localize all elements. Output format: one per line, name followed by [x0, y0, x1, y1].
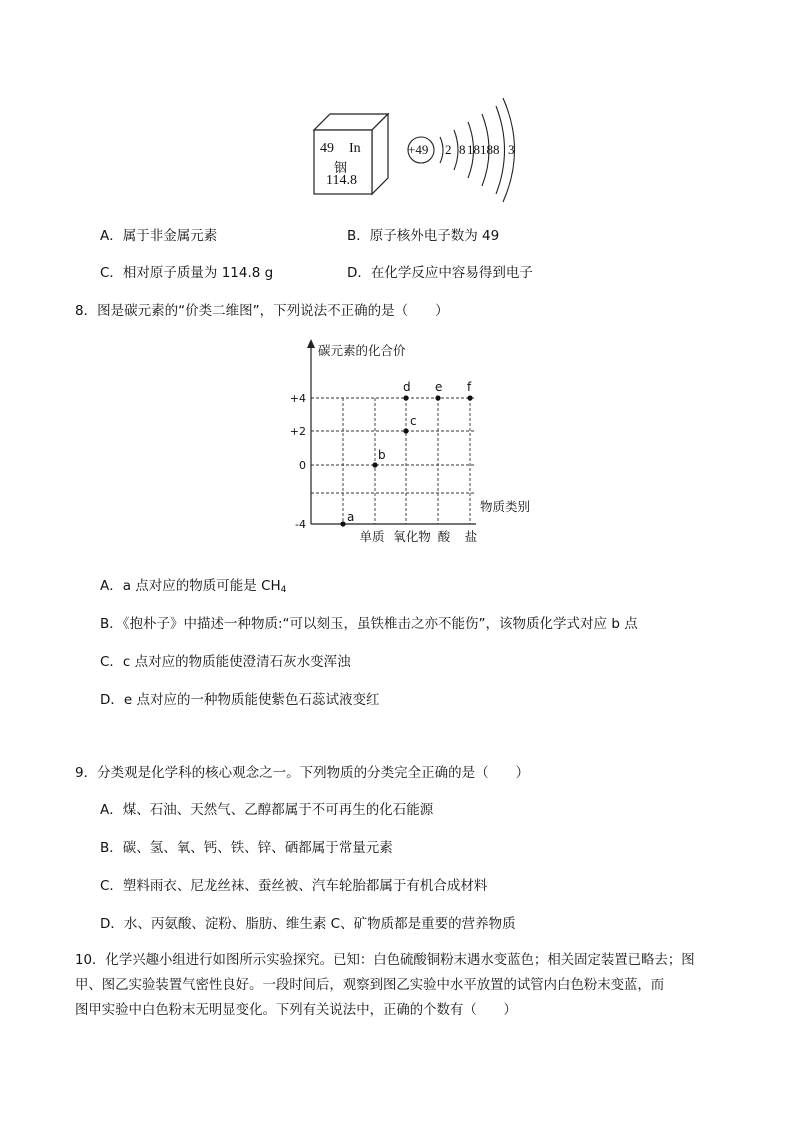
shell-electrons-5: 8 — [493, 142, 500, 157]
data-point-f — [467, 395, 472, 400]
q7-option-a: A．属于非金属元素 — [100, 228, 218, 244]
data-point-c — [403, 428, 408, 433]
q9-option-b: B．碳、氢、氧、钙、铁、锌、硒都属于常量元素 — [100, 840, 393, 856]
q9-stem: 9．分类观是化学科的核心观念之一。下列物质的分类完全正确的是（ ） — [75, 765, 530, 781]
y-tick-label: -4 — [295, 518, 306, 531]
q7-option-c: C．相对原子质量为 114.8 g — [100, 265, 274, 281]
x-category-label: 氧化物 — [393, 529, 431, 544]
q8-option-b: B．《抱朴子》中描述一种物质:“可以刻玉，虽铁椎击之亦不能伤”，该物质化学式对应 b 点 — [100, 616, 638, 632]
x-category-label: 酸 — [437, 529, 451, 544]
q9-option-d: D．水、丙氨酸、淀粉、脂肪、维生素 C、矿物质都是重要的营养物质 — [100, 916, 516, 932]
q8-option-a-text: A．a 点对应的物质可能是 CH — [100, 578, 281, 594]
y-tick-label: 0 — [299, 459, 306, 472]
data-point-label-e: e — [435, 380, 443, 394]
data-point-label-c: c — [410, 414, 417, 428]
data-point-e — [435, 395, 440, 400]
data-point-a — [340, 521, 345, 526]
q7-option-d: D．在化学反应中容易得到电子 — [347, 265, 533, 281]
q9-option-a: A．煤、石油、天然气、乙醇都属于不可再生的化石能源 — [100, 802, 434, 818]
data-point-label-b: b — [378, 448, 386, 462]
x-axis-title: 物质类别 — [480, 499, 531, 514]
element-mass: 114.8 — [326, 173, 357, 188]
shell-electrons-6: 3 — [508, 142, 515, 157]
y-tick-label: +2 — [289, 425, 306, 438]
q8-option-a-subscript: 4 — [280, 585, 287, 595]
q7-option-b: B．原子核外电子数为 49 — [347, 228, 500, 244]
element-name: 铟 — [334, 161, 348, 176]
data-point-label-f: f — [467, 380, 472, 394]
shell-electrons-2: 8 — [459, 142, 466, 157]
q9-option-c: C．塑料雨衣、尼龙丝袜、蚕丝被、汽车轮胎都属于有机合成材料 — [100, 878, 488, 894]
data-point-b — [372, 462, 377, 467]
q10-line-3: 图甲实验中白色粉末无明显变化。下列有关说法中，正确的个数有（ ） — [75, 1003, 517, 1018]
q8-stem: 8．图是碳元素的“价类二维图”，下列说法不正确的是（ ） — [75, 303, 449, 319]
shell-electrons-1: 2 — [445, 142, 452, 157]
y-axis-arrow — [307, 339, 315, 348]
q8-option-a — [100, 574, 286, 595]
valence-class-chart — [280, 335, 550, 550]
data-point-d — [403, 395, 408, 400]
nucleus-charge: +49 — [408, 142, 429, 157]
data-point-label-d: d — [403, 380, 411, 394]
shell-electrons-3: 18 — [467, 142, 480, 157]
shell-electrons-4: 18 — [480, 142, 493, 157]
y-tick-label: +4 — [289, 392, 306, 405]
element-symbol: In — [349, 141, 361, 156]
q8-option-c: C．c 点对应的物质能使澄清石灰水变浑浊 — [100, 654, 351, 670]
q10-line-2: 甲、图乙实验装置气密性良好。一段时间后，观察到图乙实验中水平放置的试管内白色粉末变蓝，而 — [75, 978, 665, 993]
x-category-label: 盐 — [464, 529, 478, 544]
y-axis-title: 碳元素的化合价 — [318, 343, 406, 358]
element-number: 49 — [320, 141, 334, 156]
q8-option-d: D．e 点对应的一种物质能使紫色石蕊试液变红 — [100, 692, 380, 708]
q10-line-1: 10．化学兴趣小组进行如图所示实验探究。已知：白色硫酸铜粉末遇水变蓝色；相关固定装置已略去；图 — [75, 953, 695, 968]
data-point-label-a: a — [347, 510, 355, 524]
x-category-label: 单质 — [359, 529, 385, 544]
